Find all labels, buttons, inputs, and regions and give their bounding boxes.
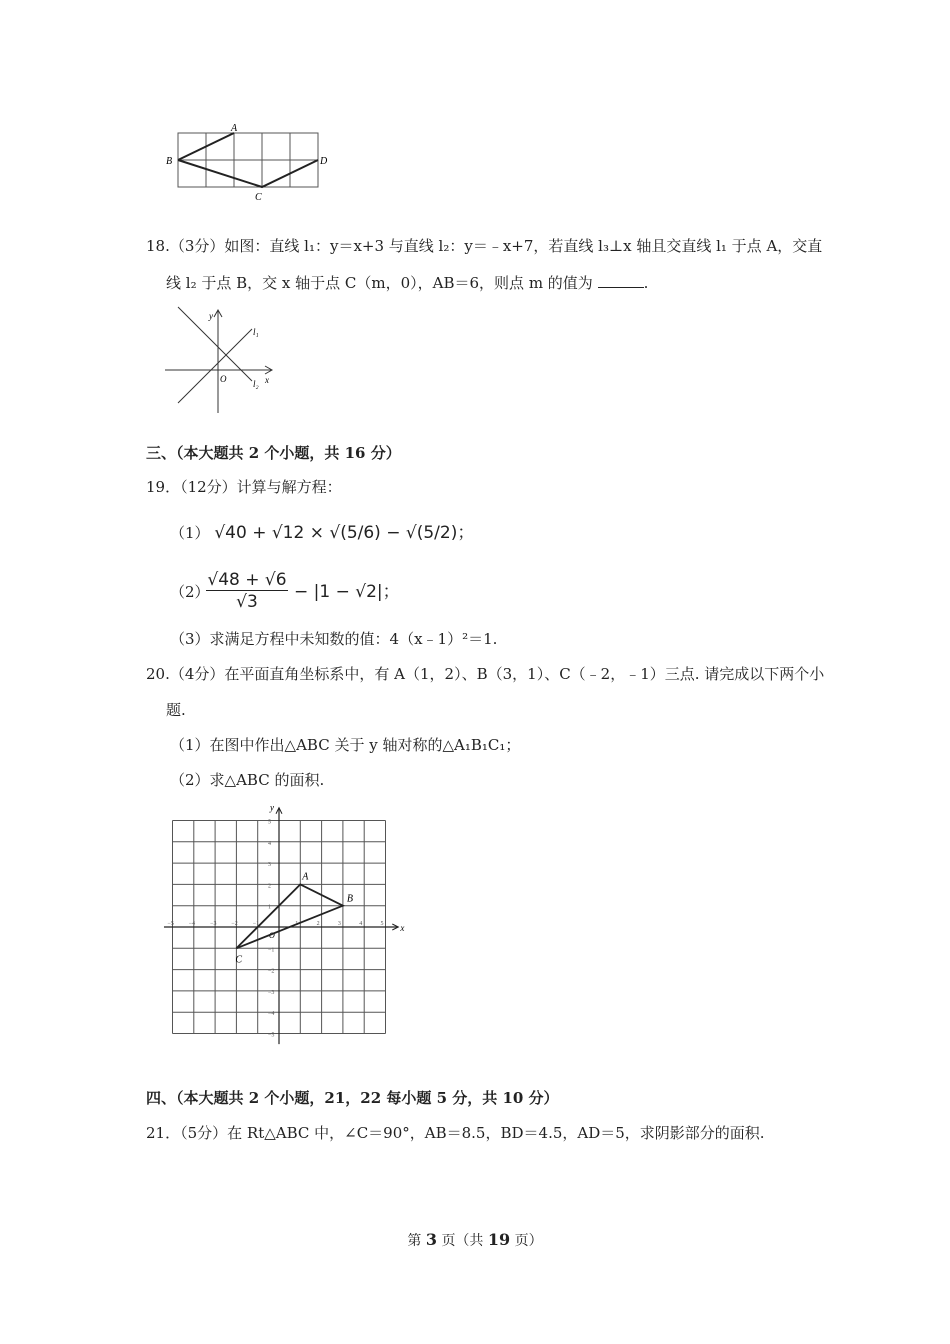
q19-part2-label: （2） <box>170 583 210 601</box>
fig18-origin-label: O <box>220 374 227 384</box>
q19-title: 19．（12分）计算与解方程： <box>146 478 342 496</box>
fig18-l2-label: l₂ <box>253 379 259 389</box>
q17-figure <box>160 120 340 210</box>
point-label: C <box>235 954 243 966</box>
x-tick-label: 5 <box>380 921 384 927</box>
section-3-heading: 三、（本大题共 2 个小题，共 16 分） <box>146 444 401 462</box>
fig17-label-c: C <box>255 192 262 203</box>
q20-line2: 题. <box>166 701 186 719</box>
q19-part1-expression: √40 + √12 × √(5/6) − √(5/2)； <box>214 523 475 543</box>
q19-part2-numerator: √48 + √6 <box>207 570 287 590</box>
x-tick-label: −3 <box>210 921 217 927</box>
fig17-label-a: A <box>231 123 238 134</box>
q18-line1: 18.（3分）如图：直线 l₁：y＝x+3 与直线 l₂：y＝﹣x+7，若直线 l₃⊥x 轴且交直线 l₁ 于点 A，交直 <box>146 237 823 255</box>
x-tick-label: −5 <box>167 921 174 927</box>
y-tick-label: −3 <box>268 989 275 996</box>
footer-page-number: 3 <box>425 1230 437 1249</box>
q19-part1-label: （1） <box>170 524 210 542</box>
point-label: B <box>346 893 354 905</box>
q21-text: 21．（5分）在 Rt△ABC 中，∠C＝90°，AB＝8.5，BD＝4.5，AD＝5，求阴影部分的面积. <box>146 1124 765 1142</box>
q18-line2 <box>166 273 648 293</box>
y-tick-label: −4 <box>268 1011 275 1018</box>
fig18-x-label: x <box>265 375 269 385</box>
x-tick-label: 3 <box>337 921 341 927</box>
page-footer <box>0 1230 950 1250</box>
x-tick-label: −2 <box>231 921 238 927</box>
q19-part1 <box>170 523 474 543</box>
x-tick-label: −1 <box>252 921 260 927</box>
y-tick-label: −1 <box>268 947 275 954</box>
y-tick-label: 1 <box>268 904 271 911</box>
q20-part2: （2）求△ABC 的面积. <box>170 771 325 789</box>
section-4-heading: 四、（本大题共 2 个小题，21，22 每小题 5 分，共 10 分） <box>146 1089 559 1107</box>
q19-part2-rest: − |1 − √2|； <box>294 582 400 602</box>
fig18-l1-label: l₁ <box>253 327 259 337</box>
triangle-abc <box>236 884 343 948</box>
q19-part2-fraction <box>206 570 288 613</box>
q18-answer-blank[interactable] <box>598 273 644 288</box>
x-tick-label: 4 <box>359 921 363 927</box>
point-label: A <box>302 871 309 883</box>
q20-line1: 20.（4分）在平面直角坐标系中，有 A（1，2）、B（3，1）、C（﹣2，﹣1）三点. 请完成以下两个小 <box>146 665 825 683</box>
fig17-label-d: D <box>320 156 328 167</box>
footer-prefix: 第 <box>407 1233 422 1249</box>
footer-total-pages: 19 <box>487 1230 511 1249</box>
y-axis-label: y <box>270 802 274 813</box>
q20-coordinate-grid <box>160 798 420 1053</box>
footer-middle: 页（共 <box>441 1233 484 1249</box>
y-tick-label: −5 <box>268 1032 275 1039</box>
y-tick-label: −2 <box>268 968 275 975</box>
x-axis-label: x <box>400 923 405 933</box>
q18-figure <box>160 305 280 415</box>
x-tick-label: 2 <box>316 921 320 927</box>
fig17-label-b: B <box>166 156 173 167</box>
q20-part1: （1）在图中作出△ABC 关于 y 轴对称的△A₁B₁C₁； <box>170 736 521 754</box>
y-tick-label: 3 <box>268 862 271 869</box>
y-tick-label: 2 <box>268 883 271 890</box>
fig18-y-label: y <box>209 311 213 321</box>
q18-line2-text: 线 l₂ 于点 B，交 x 轴于点 C（m，0），AB＝6，则点 m 的值为 <box>166 274 593 292</box>
y-tick-label: 5 <box>268 819 271 826</box>
y-tick-label: 4 <box>268 840 271 847</box>
q19-part3: （3）求满足方程中未知数的值：4（x﹣1）²＝1. <box>170 630 498 648</box>
q19-part2-denominator: √3 <box>236 592 258 612</box>
footer-suffix: 页） <box>514 1233 543 1249</box>
x-tick-label: 1 <box>295 921 299 927</box>
x-tick-label: −4 <box>188 921 196 927</box>
origin-label: O <box>269 931 275 940</box>
q18-line2-end: . <box>643 274 649 292</box>
